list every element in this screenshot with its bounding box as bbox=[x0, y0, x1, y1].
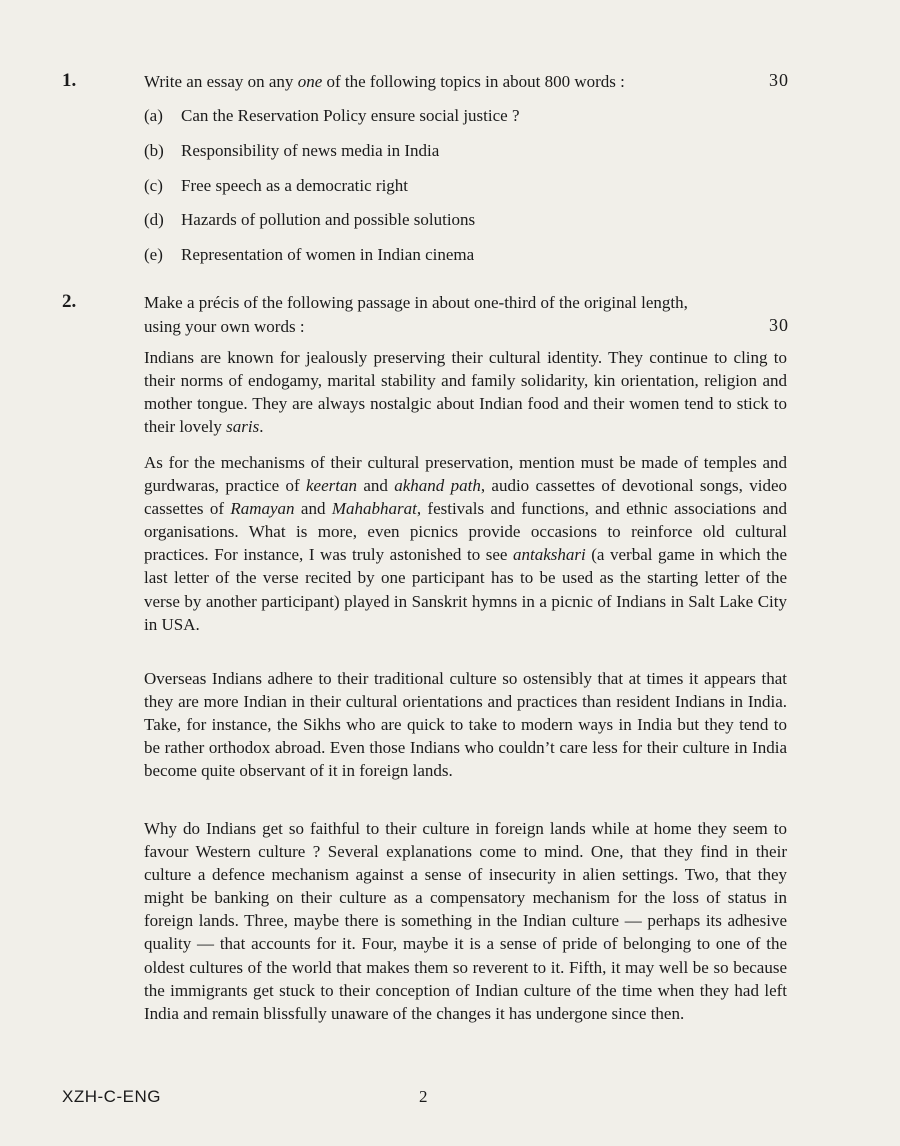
question-1-prompt: Write an essay on any one of the following topics in about 800 words : bbox=[144, 72, 625, 91]
question-2-prompt-line-2: using your own words : bbox=[144, 317, 305, 336]
passage-paragraph-1: Indians are known for jealously preserving their cultural identity. They continue to cling to their norms of endogamy, marital stability and family solidarity, kin orientation, religion and mother tongue. They are always nostalgic about Indian food and their women tend to stick to their lovely saris. bbox=[144, 348, 787, 437]
page-number: 2 bbox=[419, 1087, 428, 1106]
passage-paragraph-3: Overseas Indians adhere to their traditional culture so ostensibly that at times it appears that they are more Indian in their cultural orientations and practices than resident Indians in India. Take, for instance, the Sikhs who are quick to take to modern ways in India but they tend to be rather orthodox abroad. Even those Indians who couldn’t care less for their culture in India become quite observant of it in foreign lands. bbox=[144, 669, 787, 781]
passage-paragraph-2: As for the mechanisms of their cultural preservation, mention must be made of temples and gurdwaras, practice of keertan and akhand path, audio cassettes of devotional songs, video cassettes of Ramayan and Mahabharat, festivals and functions, and ethnic associations and organisations. What is more, even picnics provide occasions to reinforce old cultural practices. For instance, I was truly astonished to see antakshari (a verbal game in which the last letter of the verse recited by one participant has to be used as the starting letter of the verse by another participant) played in Sanskrit hymns in a picnic of Indians in Salt Lake City in USA. bbox=[144, 453, 788, 634]
question-1-marks: 30 bbox=[769, 70, 789, 90]
question-1-number: 1. bbox=[62, 70, 77, 91]
option-a: (a) Can the Reservation Policy ensure social justice ? bbox=[144, 106, 520, 125]
question-2-number: 2. bbox=[62, 291, 77, 312]
question-2-prompt-line-1: Make a précis of the following passage in about one-third of the original length, bbox=[144, 293, 688, 312]
option-c: (c) Free speech as a democratic right bbox=[144, 176, 409, 195]
question-2-marks: 30 bbox=[769, 315, 789, 335]
passage-paragraph-4: Why do Indians get so faithful to their culture in foreign lands while at home they seem to favour Western culture ? Several explanations come to mind. One, that they find in their culture a defence mechanism against a sense of insecurity in alien settings. Two, that they might be banking on their culture as a compensatory mechanism for the loss of status in foreign lands. Three, maybe there is something in the Indian culture — perhaps its adhesive quality — that accounts for it. Four, maybe it is a sense of pride of belonging to one of the oldest cultures of the world that makes them so reverent to it. Fifth, it may well be so because the immigrants get stuck to their conception of Indian culture of the time when they had left India and remain blissfully unaware of the changes it has undergone since then. bbox=[144, 819, 787, 1023]
paper-code: XZH-C-ENG bbox=[62, 1087, 161, 1106]
option-e: (e) Representation of women in Indian cinema bbox=[144, 245, 475, 264]
option-d: (d) Hazards of pollution and possible solutions bbox=[144, 210, 476, 229]
option-b: (b) Responsibility of news media in India bbox=[144, 141, 440, 160]
